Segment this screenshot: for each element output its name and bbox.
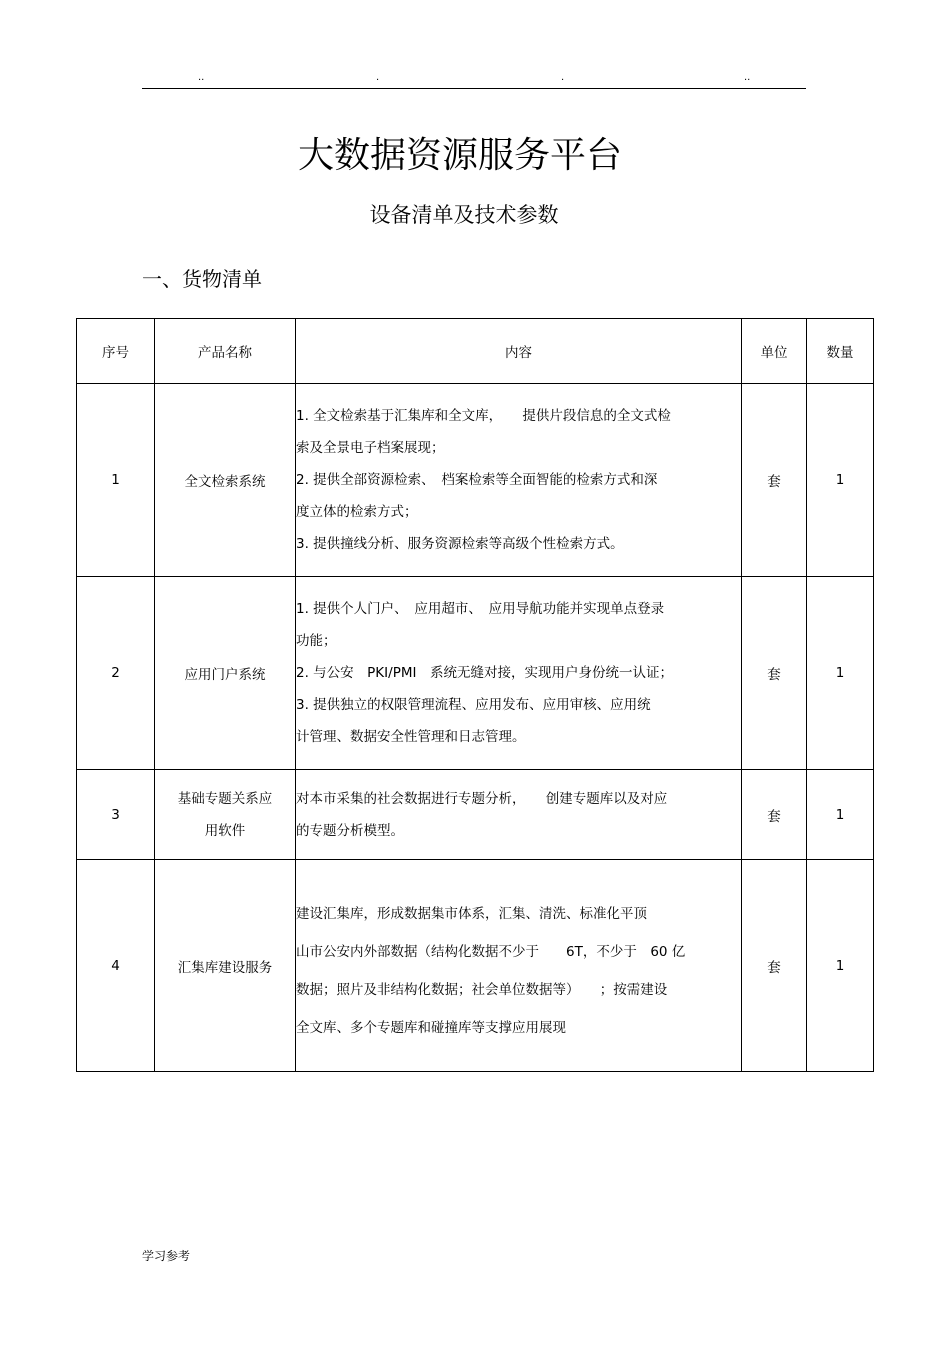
- column-header-product-name: 产品名称: [155, 319, 296, 384]
- content-line: 山市公安内外部数据（结构化数据不少于 6T，不少于 60 亿: [296, 943, 686, 960]
- content-line: 3. 提供撞线分析、服务资源检索等高级个性检索方式。: [296, 536, 624, 552]
- document-title: 大数据资源服务平台: [297, 135, 622, 176]
- content-line: 计管理、数据安全性管理和日志管理。: [296, 729, 526, 745]
- goods-list-table: [76, 318, 874, 1072]
- product-content: [296, 384, 742, 577]
- product-name: [155, 860, 296, 1072]
- document-subtitle: 设备清单及技术参数: [369, 203, 559, 227]
- content-line: 2. 提供全部资源检索、 档案检索等全面智能的检索方式和深: [296, 472, 658, 488]
- product-name-line: 基础专题关系应: [177, 790, 273, 807]
- product-content: [296, 577, 742, 770]
- row-number: 3: [77, 770, 155, 860]
- content-line: 数据；照片及非结构化数据；社会单位数据等） ；按需建设: [296, 981, 668, 998]
- product-name-line: 用软件: [204, 822, 246, 839]
- content-line: 1. 提供个人门户、 应用超市、 应用导航功能并实现单点登录: [296, 601, 665, 617]
- product-name: [155, 384, 296, 577]
- unit: 套: [742, 384, 807, 577]
- unit: 套: [742, 770, 807, 860]
- header-rule: [142, 88, 806, 89]
- product-name-line: 汇集库建设服务: [177, 959, 273, 976]
- content-line: 对本市采集的社会数据进行专题分析， 创建专题库以及对应: [296, 790, 668, 807]
- product-name-line: 应用门户系统: [184, 667, 266, 683]
- product-content: [296, 860, 742, 1072]
- header-dot-3: .: [561, 72, 565, 83]
- table-row: [77, 860, 874, 1072]
- quantity: 1: [807, 770, 874, 860]
- header-dot-4: ..: [744, 72, 751, 83]
- table-row: [77, 770, 874, 860]
- product-name: [155, 577, 296, 770]
- table-row: [77, 384, 874, 577]
- row-number: 2: [77, 577, 155, 770]
- content-line: 建设汇集库，形成数据集市体系，汇集、清洗、标准化平顶: [296, 905, 647, 922]
- quantity: 1: [807, 384, 874, 577]
- content-line: 全文库、多个专题库和碰撞库等支撑应用展现: [296, 1019, 566, 1036]
- product-name-line: 全文检索系统: [184, 474, 266, 490]
- content-line: 索及全景电子档案展现；: [296, 440, 445, 456]
- column-header-quantity: 数量: [807, 319, 874, 384]
- section-heading: 一、货物清单: [142, 267, 262, 291]
- unit: 套: [742, 577, 807, 770]
- row-number: 4: [77, 860, 155, 1072]
- quantity: 1: [807, 860, 874, 1072]
- table-row: [77, 577, 874, 770]
- quantity: 1: [807, 577, 874, 770]
- unit: 套: [742, 860, 807, 1072]
- column-header-unit: 单位: [742, 319, 807, 384]
- content-line: 2. 与公安 PKI/PMI 系统无缝对接，实现用户身份统一认证；: [296, 665, 673, 681]
- header-dot-1: ..: [198, 72, 205, 83]
- header-dot-2: .: [376, 72, 380, 83]
- row-number: 1: [77, 384, 155, 577]
- product-content: [296, 770, 742, 860]
- column-header-content: 内容: [296, 319, 742, 384]
- content-line: 1. 全文检索基于汇集库和全文库， 提供片段信息的全文式检: [296, 408, 671, 424]
- content-line: 3. 提供独立的权限管理流程、应用发布、应用审核、应用统: [296, 697, 651, 713]
- content-line: 的专题分析模型。: [296, 822, 404, 839]
- product-name: [155, 770, 296, 860]
- content-line: 功能；: [296, 633, 337, 649]
- table-header-row: [77, 319, 874, 384]
- page-footer: 学习参考: [142, 1249, 191, 1263]
- column-header-no: 序号: [77, 319, 155, 384]
- content-line: 度立体的检索方式；: [296, 504, 418, 520]
